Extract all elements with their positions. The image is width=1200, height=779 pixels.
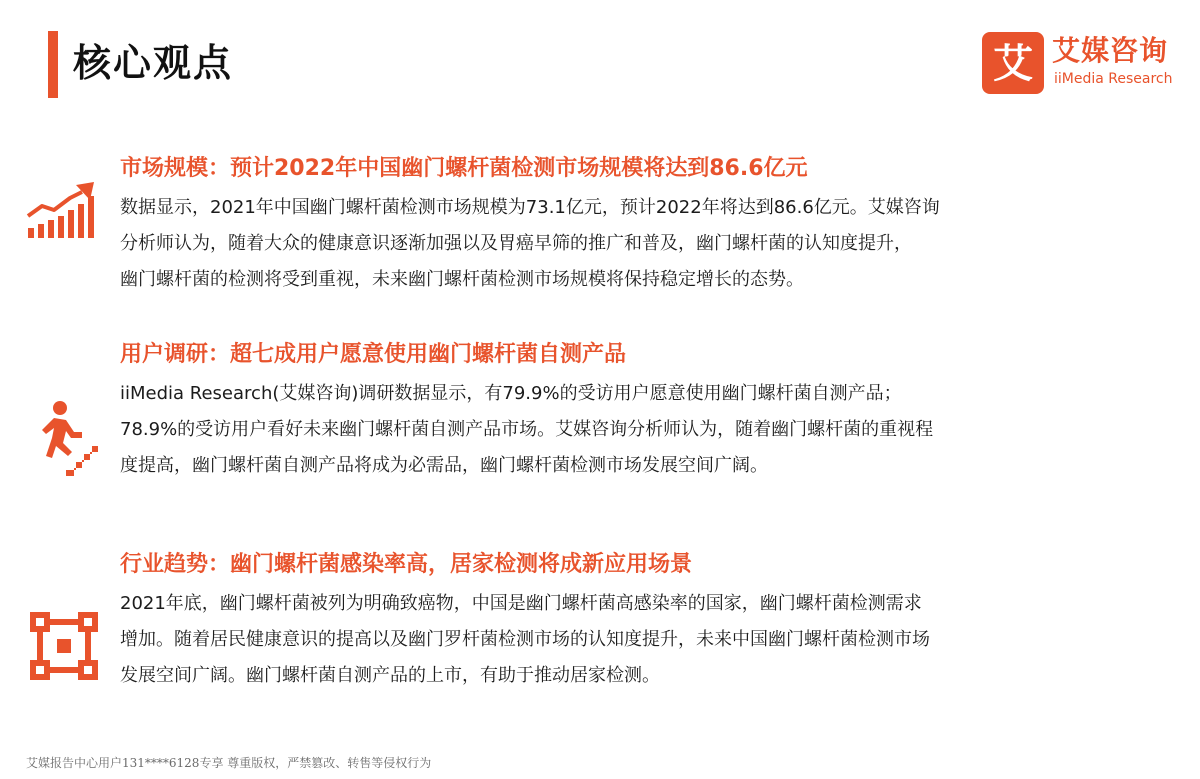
body-line: iiMedia Research(艾媒咨询)调研数据显示，有79.9%的受访用户愿意使用幽门螺杆菌自测产品； <box>120 383 902 404</box>
body-line: 增加。随着居民健康意识的提高以及幽门罗杆菌检测市场的认知度提升，未来中国幽门螺杆菌检测市场 <box>120 629 930 650</box>
body-line: 2021年底，幽门螺杆菌被列为明确致癌物，中国是幽门螺杆菌高感染率的国家，幽门螺杆菌检测需求 <box>120 593 922 614</box>
brand-mark-icon <box>982 32 1044 94</box>
copyright-footer: 艾媒报告中心用户131****6128专享 尊重版权，严禁篡改、转售等侵权行为 <box>26 756 432 770</box>
network-nodes-icon <box>28 610 100 686</box>
brand-name-en: iiMedia Research <box>1054 71 1173 87</box>
brand-mark-glyph: 艾 <box>993 41 1033 87</box>
body-line: 度提高，幽门螺杆菌自测产品将成为必需品，幽门螺杆菌检测市场发展空间广阔。 <box>120 455 768 476</box>
body-line: 数据显示，2021年中国幽门螺杆菌检测市场规模为73.1亿元，预计2022年将达到86.6亿元。艾媒咨询 <box>120 197 940 218</box>
body-line: 78.9%的受访用户看好未来幽门螺杆菌自测产品市场。艾媒咨询分析师认为，随着幽门螺杆菌的重视程 <box>120 419 934 440</box>
body-line: 幽门螺杆菌的检测将受到重视，未来幽门螺杆菌检测市场规模将保持稳定增长的态势。 <box>120 269 804 290</box>
body-line: 分析师认为，随着大众的健康意识逐渐加强以及胃癌早筛的推广和普及，幽门螺杆菌的认知度提升， <box>120 233 912 254</box>
brand-name-cn: 艾媒咨询 <box>1052 34 1169 67</box>
section-heading: 市场规模：预计2022年中国幽门螺杆菌检测市场规模将达到86.6亿元 <box>120 156 808 181</box>
growth-chart-icon <box>24 180 102 244</box>
climbing-stairs-icon <box>30 398 100 482</box>
page-title: 核心观点 <box>73 41 234 85</box>
section-body <box>120 190 1150 298</box>
section-heading: 行业趋势：幽门螺杆菌感染率高，居家检测将成新应用场景 <box>120 552 693 577</box>
brand-logo <box>982 32 1182 94</box>
section-body <box>120 586 1150 694</box>
section-body <box>120 376 1150 484</box>
body-line: 发展空间广阔。幽门螺杆菌自测产品的上市，有助于推动居家检测。 <box>120 665 660 686</box>
section-heading: 用户调研：超七成用户愿意使用幽门螺杆菌自测产品 <box>120 342 627 367</box>
title-accent-bar <box>48 31 58 98</box>
